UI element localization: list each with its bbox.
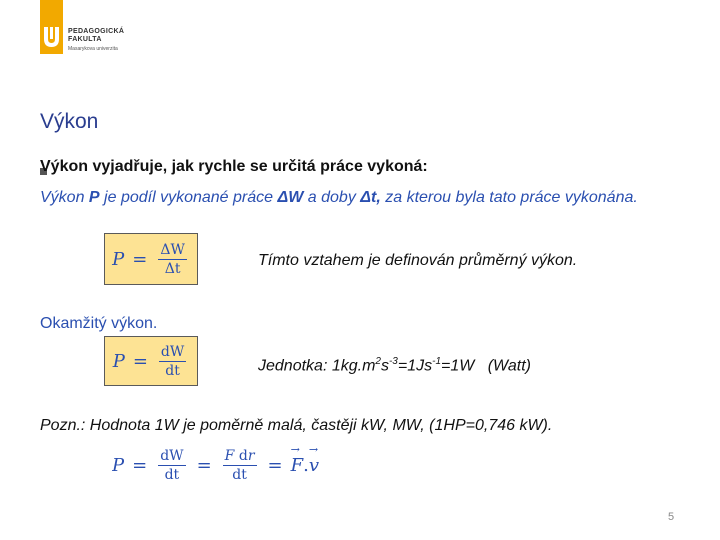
unit-line [258,356,531,375]
formula-average-denominator: Δt [164,260,181,277]
formula-average-lhs: P [112,248,125,270]
definition-symbol-dw: ΔW [277,189,304,206]
formula-chain-fraction-1 [158,448,185,482]
muni-logo-icon [42,27,61,49]
formula-chain-numerator-1: dW [160,448,184,464]
unit-sup-1: 2 [375,356,381,367]
formula-chain-eq-2: = [196,455,212,476]
instant-power-label: Okamžitý výkon. [40,315,158,332]
formula-instant-denominator: dt [165,362,180,379]
unit-sup-3: -1 [432,356,442,367]
unit-part-a: Jednotka: 1kg.m [258,357,376,375]
formula-instant-lhs: P [112,350,125,372]
unit-part-c: =1Js [397,357,433,375]
unit-sup-2: -3 [388,356,398,367]
formula-chain-numerator-2-mid: d [234,448,248,464]
formula-instant [113,344,190,379]
formula-chain-denominator-2: dt [232,467,247,482]
remark-line: Pozn.: Hodnota 1W je poměrně malá, častěji kW, MW, (1HP=0,746 kW). [40,417,553,434]
vector-r: r → [248,448,255,464]
vector-f-rhs: F → [291,455,304,476]
formula-chain-fraction-2 [223,448,257,482]
definition-symbol-p: P [88,189,100,206]
formula-instant-fraction [159,344,186,379]
formula-average-fraction [158,242,187,277]
definition-text-3: a doby [303,189,361,206]
formula-average-numerator: ΔW [160,241,185,258]
formula-average-box [104,233,198,285]
formula-chain-row [112,448,319,482]
vector-v: v → [309,455,319,476]
unit-part-d: =1W (Watt) [441,357,531,375]
definition-paragraph [40,187,680,208]
slide-title: Výkon [40,110,99,133]
page-number: 5 [668,511,675,523]
faculty-logo-mark [40,0,63,54]
formula-chain-eq-1: = [132,455,148,476]
definition-symbol-dt: Δt, [360,189,381,206]
formula-average [112,242,190,277]
formula-chain-eq-3: = [267,455,283,476]
average-power-note: Tímto vztahem je definován průměrný výkon. [258,252,578,269]
logo-line-2: FAKULTA [68,36,102,43]
formula-instant-eq: = [132,350,148,372]
logo-line-1: PEDAGOGICKÁ [68,28,125,35]
formula-instant-box [104,336,198,386]
vector-f: F → [225,448,235,464]
definition-text-4: za kterou byla tato práce vykonána. [380,189,638,206]
faculty-logo-text [68,28,124,53]
formula-average-eq: = [132,248,148,270]
logo-line-3: Masarykova univerzita [68,46,118,52]
formula-instant-numerator: dW [160,343,185,360]
definition-text-1: Výkon [40,189,89,206]
unit-part-b: s [380,357,389,375]
formula-chain-numerator-2 [223,448,257,466]
lead-sentence: Výkon vyjadřuje, jak rychle se určitá práce vykoná: [40,158,428,175]
formula-chain [112,448,319,482]
formula-chain-lhs: P [112,455,125,476]
dot-product-symbol: . [303,455,309,476]
definition-text-2: je podíl vykonané práce [99,189,278,206]
formula-chain-denominator-1: dt [164,467,180,482]
